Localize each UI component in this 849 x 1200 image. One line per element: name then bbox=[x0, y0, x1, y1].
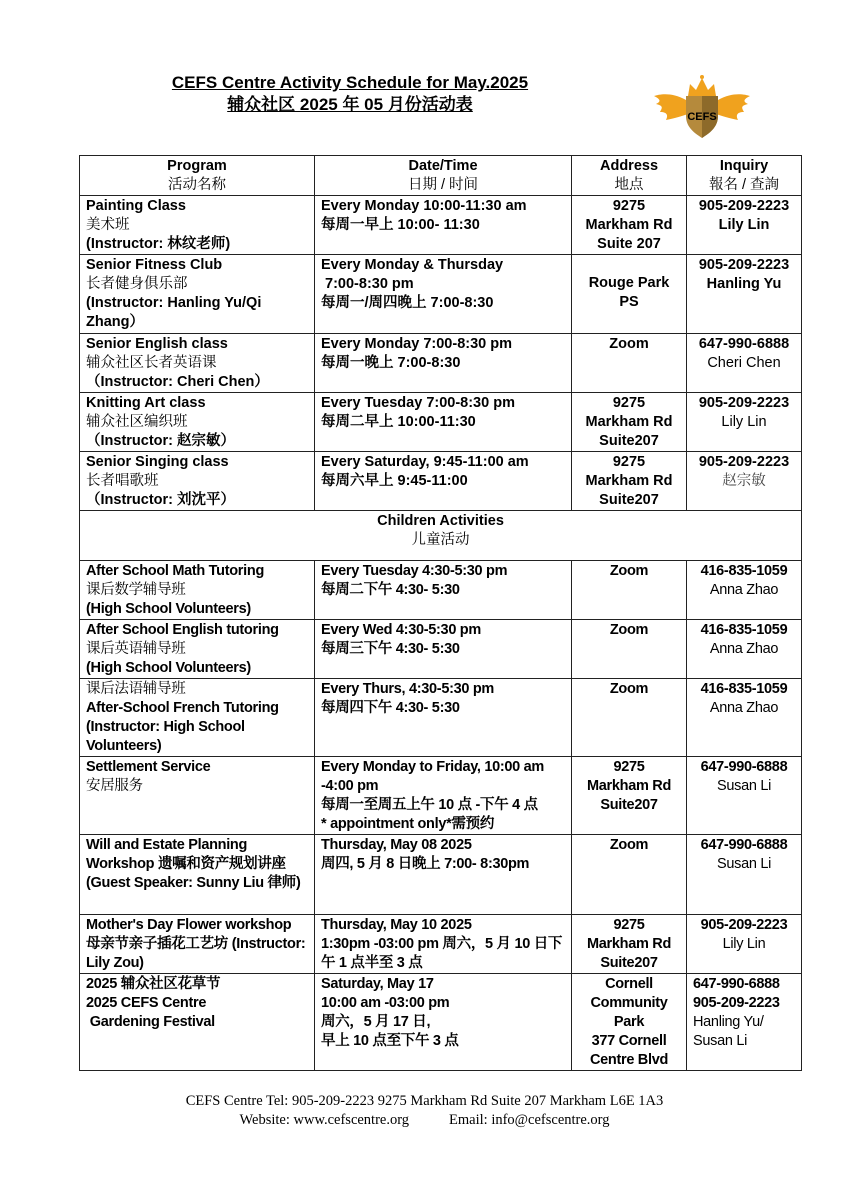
datetime-line: 7:00-8:30 pm bbox=[321, 276, 414, 292]
address-line: Markham Rd bbox=[585, 473, 673, 489]
program-instructor: (High School Volunteers) bbox=[86, 660, 251, 676]
address-line: 9275 bbox=[612, 454, 646, 470]
program-cell bbox=[80, 196, 315, 255]
address-cell bbox=[572, 915, 687, 974]
datetime-cell bbox=[315, 334, 572, 393]
address-line: 9275 bbox=[612, 395, 646, 411]
program-cell bbox=[80, 255, 315, 334]
section-title-zh: 儿童活动 bbox=[411, 532, 470, 548]
datetime-line: Every Tuesday 7:00-8:30 pm bbox=[321, 395, 515, 411]
inquiry-contact: Hanling Yu/ bbox=[693, 1014, 764, 1030]
datetime-line: Thursday, May 10 2025 bbox=[321, 917, 472, 933]
address-cell bbox=[572, 561, 687, 620]
program-cell bbox=[80, 835, 315, 915]
inquiry-cell bbox=[687, 334, 802, 393]
inquiry-phone: 416-835-1059 bbox=[700, 563, 788, 579]
address-line: Markham Rd bbox=[585, 414, 673, 430]
header-en: Inquiry bbox=[719, 158, 769, 174]
datetime-line: Every Wed 4:30-5:30 pm bbox=[321, 622, 481, 638]
program-name-zh: 辅众社区长者英语课 bbox=[86, 355, 217, 371]
footer-contact-line: CEFS Centre Tel: 905-209-2223 9275 Markham Rd Suite 207 Markham L6E 1A3 bbox=[185, 1093, 664, 1109]
datetime-line: 每周一/周四晚上 7:00-8:30 bbox=[321, 295, 494, 311]
datetime-line: 每周一晚上 7:00-8:30 bbox=[321, 355, 461, 371]
program-instructor: (High School Volunteers) bbox=[86, 601, 251, 617]
program-cell bbox=[80, 393, 315, 452]
program-name-zh: 安居服务 bbox=[86, 778, 143, 794]
table-row bbox=[80, 334, 802, 393]
inquiry-contact: Susan Li bbox=[693, 1033, 748, 1049]
inquiry-contact: Lily Lin bbox=[722, 936, 766, 952]
datetime-line: 每周二下午 4:30- 5:30 bbox=[321, 582, 460, 598]
address-cell bbox=[572, 835, 687, 915]
inquiry-phone: 905-209-2223 bbox=[700, 917, 788, 933]
inquiry-phone: 647-990-6888 bbox=[693, 976, 780, 992]
program-instructor: （Instructor: 赵宗敏） bbox=[86, 433, 236, 449]
table-row bbox=[80, 620, 802, 679]
inquiry-contact: Anna Zhao bbox=[709, 641, 779, 657]
inquiry-contact: Susan Li bbox=[716, 856, 772, 872]
address-line: Community bbox=[590, 995, 668, 1011]
program-name: Mother's Day Flower workshop 母亲节亲子插花工艺坊 (Instructor: Lily Zou) bbox=[86, 917, 306, 971]
inquiry-cell bbox=[687, 561, 802, 620]
datetime-line: 早上 10 点至下午 3 点 bbox=[321, 1033, 459, 1049]
datetime-line: Every Monday & Thursday bbox=[321, 257, 504, 273]
datetime-cell bbox=[315, 679, 572, 757]
address-line: Markham Rd bbox=[585, 217, 673, 233]
datetime-cell bbox=[315, 393, 572, 452]
program-name-zh: 课后法语辅导班 bbox=[86, 681, 186, 697]
program-name: Senior English class bbox=[86, 336, 228, 352]
datetime-line: 每周一早上 10:00- 11:30 bbox=[321, 217, 480, 233]
datetime-line: Every Thurs, 4:30-5:30 pm bbox=[321, 681, 495, 697]
program-name: Painting Class bbox=[86, 198, 186, 214]
logo-text: CEFS bbox=[687, 111, 717, 123]
inquiry-contact: Lily Lin bbox=[718, 217, 770, 233]
datetime-line: 周六，5 月 17 日, bbox=[321, 1014, 431, 1030]
address-line: 377 Cornell bbox=[591, 1033, 667, 1049]
datetime-cell bbox=[315, 915, 572, 974]
datetime-line: 每周三下午 4:30- 5:30 bbox=[321, 641, 460, 657]
logo-right-wing bbox=[716, 94, 750, 120]
datetime-cell bbox=[315, 561, 572, 620]
program-cell bbox=[80, 334, 315, 393]
inquiry-cell bbox=[687, 255, 802, 334]
activity-schedule-table bbox=[79, 155, 802, 1071]
datetime-line: 每周六早上 9:45-11:00 bbox=[321, 473, 468, 489]
address-line: Suite207 bbox=[599, 433, 659, 449]
inquiry-phone: 647-990-6888 bbox=[700, 759, 788, 775]
column-header-program bbox=[80, 156, 315, 196]
table-row bbox=[80, 196, 802, 255]
address-line: Markham Rd bbox=[586, 778, 672, 794]
header-zh: 報名 / 查詢 bbox=[708, 177, 780, 193]
program-cell bbox=[80, 974, 315, 1071]
inquiry-phone: 905-209-2223 bbox=[698, 395, 790, 411]
page-title-chinese bbox=[100, 94, 600, 115]
program-cell bbox=[80, 757, 315, 835]
datetime-cell bbox=[315, 835, 572, 915]
address-line: Suite207 bbox=[600, 955, 658, 971]
program-name: Senior Fitness Club bbox=[86, 257, 223, 273]
table-row bbox=[80, 835, 802, 915]
address-cell bbox=[572, 393, 687, 452]
program-name: Settlement Service bbox=[86, 759, 211, 775]
inquiry-phone: 905-209-2223 bbox=[693, 995, 780, 1011]
datetime-cell bbox=[315, 757, 572, 835]
address-cell bbox=[572, 679, 687, 757]
title-en-text: CEFS Centre Activity Schedule for May.2025 bbox=[171, 73, 529, 92]
program-name-zh: 2025 辅众社区花草节 bbox=[86, 976, 221, 992]
program-name: Knitting Art class bbox=[86, 395, 206, 411]
program-name-zh: 美术班 bbox=[86, 217, 130, 233]
address-cell bbox=[572, 757, 687, 835]
inquiry-cell bbox=[687, 393, 802, 452]
program-name: After-School French Tutoring bbox=[86, 700, 279, 716]
program-cell bbox=[80, 452, 315, 511]
program-instructor: (Instructor: Hanling Yu/Qi Zhang） bbox=[86, 295, 262, 330]
address-line: 9275 bbox=[613, 759, 645, 775]
inquiry-phone: 647-990-6888 bbox=[700, 837, 788, 853]
datetime-line: 周四, 5 月 8 日晚上 7:00- 8:30pm bbox=[321, 856, 530, 872]
program-instructor: (Instructor: 林纹老师) bbox=[86, 236, 231, 252]
table-row bbox=[80, 452, 802, 511]
address-line: Suite 207 bbox=[597, 236, 661, 252]
datetime-line: Saturday, May 17 bbox=[321, 976, 434, 992]
program-name: After School English tutoring bbox=[86, 622, 279, 638]
inquiry-phone: 905-209-2223 bbox=[698, 198, 790, 214]
inquiry-contact: Lily Lin bbox=[721, 414, 767, 430]
program-name-zh: 辅众社区编织班 bbox=[86, 414, 188, 430]
datetime-line: Thursday, May 08 2025 bbox=[321, 837, 472, 853]
datetime-line: Every Monday 10:00-11:30 am bbox=[321, 198, 527, 214]
datetime-line: 每周二早上 10:00-11:30 bbox=[321, 414, 476, 430]
program-instructor: （Instructor: Cheri Chen） bbox=[86, 374, 269, 390]
program-cell bbox=[80, 915, 315, 974]
address-cell bbox=[572, 334, 687, 393]
header-en: Address bbox=[599, 158, 659, 174]
program-name: Will and Estate Planning Workshop 遗嘱和资产规划讲座 (Guest Speaker: Sunny Liu 律师) bbox=[86, 837, 301, 891]
datetime-cell bbox=[315, 974, 572, 1071]
program-cell bbox=[80, 561, 315, 620]
title-zh-text: 辅众社区 2025 年 05 月份活动表 bbox=[227, 95, 473, 114]
inquiry-contact: Hanling Yu bbox=[706, 276, 782, 292]
address-line: Zoom bbox=[609, 563, 649, 579]
header-en: Date/Time bbox=[408, 158, 478, 174]
program-instructor: (Instructor: High School Volunteers) bbox=[86, 719, 245, 754]
datetime-line: 10:00 am -03:00 pm bbox=[321, 995, 450, 1011]
address-line: Zoom bbox=[609, 681, 649, 697]
datetime-line: Every Tuesday 4:30-5:30 pm bbox=[321, 563, 508, 579]
header-zh: 活动名称 bbox=[168, 177, 226, 193]
program-name-zh: 长者唱歌班 bbox=[86, 473, 159, 489]
program-cell bbox=[80, 679, 315, 757]
address-line: Zoom bbox=[609, 837, 649, 853]
address-line: 9275 bbox=[613, 917, 645, 933]
inquiry-phone: 905-209-2223 bbox=[698, 454, 790, 470]
datetime-line: Every Monday to Friday, 10:00 am -4:00 pm bbox=[321, 759, 545, 794]
inquiry-cell bbox=[687, 835, 802, 915]
address-line: PS bbox=[619, 294, 639, 310]
program-name: Gardening Festival bbox=[86, 1014, 215, 1030]
address-cell bbox=[572, 452, 687, 511]
logo-crown bbox=[688, 78, 716, 96]
address-cell bbox=[572, 974, 687, 1071]
program-name: Senior Singing class bbox=[86, 454, 229, 470]
table-row bbox=[80, 679, 802, 757]
inquiry-phone: 647-990-6888 bbox=[698, 336, 790, 352]
inquiry-phone: 416-835-1059 bbox=[700, 681, 788, 697]
column-header-address bbox=[572, 156, 687, 196]
section-title-en: Children Activities bbox=[377, 513, 504, 529]
cefs-logo bbox=[652, 72, 752, 142]
inquiry-cell bbox=[687, 679, 802, 757]
address-line: Centre Blvd bbox=[589, 1052, 669, 1068]
inquiry-contact: Anna Zhao bbox=[709, 582, 779, 598]
datetime-line: Every Monday 7:00-8:30 pm bbox=[321, 336, 512, 352]
program-name: 2025 CEFS Centre bbox=[86, 995, 207, 1011]
inquiry-cell bbox=[687, 620, 802, 679]
appointment-note: * appointment only*需预约 bbox=[321, 816, 495, 832]
inquiry-cell bbox=[687, 757, 802, 835]
logo-left-wing bbox=[654, 94, 688, 120]
address-cell bbox=[572, 255, 687, 334]
inquiry-phone: 416-835-1059 bbox=[700, 622, 788, 638]
address-line: Park bbox=[613, 1014, 645, 1030]
column-header-datetime bbox=[315, 156, 572, 196]
table-header-row bbox=[80, 156, 802, 196]
column-header-inquiry bbox=[687, 156, 802, 196]
table-row bbox=[80, 561, 802, 620]
section-header-children bbox=[80, 511, 802, 561]
table-row bbox=[80, 393, 802, 452]
program-name: After School Math Tutoring bbox=[86, 563, 264, 579]
address-cell bbox=[572, 620, 687, 679]
address-line: Cornell bbox=[605, 976, 653, 992]
inquiry-cell bbox=[687, 452, 802, 511]
address-line: Zoom bbox=[609, 622, 649, 638]
address-line: Suite207 bbox=[600, 797, 658, 813]
section-title-cell bbox=[80, 511, 802, 561]
datetime-line: 1:30pm -03:00 pm 周六，5 月 10 日下午 1 点半至 3 点 bbox=[321, 936, 563, 971]
address-cell bbox=[572, 196, 687, 255]
header-en: Program bbox=[167, 158, 227, 174]
program-instructor: （Instructor: 刘沈平） bbox=[86, 492, 236, 508]
datetime-cell bbox=[315, 255, 572, 334]
address-line: 9275 bbox=[612, 198, 646, 214]
table-row bbox=[80, 255, 802, 334]
datetime-cell bbox=[315, 452, 572, 511]
program-name-zh: 课后英语辅导班 bbox=[86, 641, 186, 657]
address-line: Suite207 bbox=[599, 492, 659, 508]
datetime-line: 每周一至周五上午 10 点 -下午 4 点 bbox=[321, 797, 538, 813]
footer-website[interactable]: Website: www.cefscentre.org bbox=[239, 1112, 410, 1128]
program-cell bbox=[80, 620, 315, 679]
program-name-zh: 课后数学辅导班 bbox=[86, 582, 186, 598]
program-name-zh: 长者健身俱乐部 bbox=[86, 276, 188, 292]
inquiry-phone: 905-209-2223 bbox=[698, 257, 790, 273]
table-row bbox=[80, 757, 802, 835]
inquiry-cell bbox=[687, 915, 802, 974]
address-line: Markham Rd bbox=[586, 936, 672, 952]
inquiry-cell bbox=[687, 196, 802, 255]
header-zh: 地点 bbox=[614, 177, 644, 193]
inquiry-contact: 赵宗敏 bbox=[722, 473, 766, 489]
inquiry-contact: Cheri Chen bbox=[707, 355, 781, 371]
datetime-line: 每周四下午 4:30- 5:30 bbox=[321, 700, 460, 716]
inquiry-contact: Anna Zhao bbox=[709, 700, 779, 716]
table-row bbox=[80, 915, 802, 974]
table-row bbox=[80, 974, 802, 1071]
page-title-english bbox=[100, 72, 600, 93]
footer-email[interactable]: Email: info@cefscentre.org bbox=[449, 1112, 610, 1128]
address-line: Rouge Park bbox=[588, 275, 670, 291]
inquiry-contact: Susan Li bbox=[716, 778, 772, 794]
address-line: Zoom bbox=[609, 336, 649, 352]
datetime-cell bbox=[315, 620, 572, 679]
inquiry-cell bbox=[687, 974, 802, 1071]
header-zh: 日期 / 时间 bbox=[407, 177, 479, 193]
footer-web-line bbox=[0, 1111, 849, 1130]
datetime-line: Every Saturday, 9:45-11:00 am bbox=[321, 454, 529, 470]
datetime-cell bbox=[315, 196, 572, 255]
